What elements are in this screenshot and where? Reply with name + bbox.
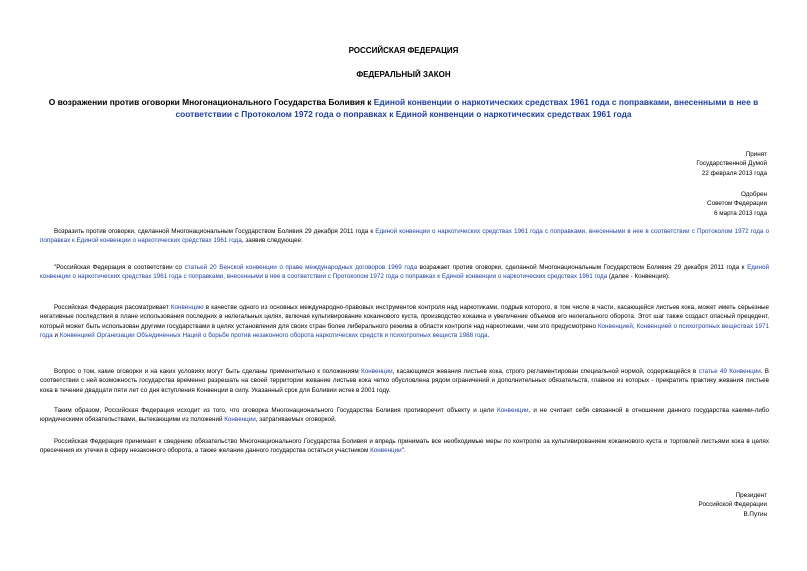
paragraph-text: Российская Федерация рассматривает <box>54 304 171 311</box>
paragraph-text: Возразить против оговорки, сделанной Многонациональным Государством Боливия 29 декабря 2011 года к <box>54 228 376 235</box>
country-heading: РОССИЙСКАЯ ФЕДЕРАЦИЯ <box>348 46 459 55</box>
paragraph-text: Вопрос о том, какие оговорки и на каких условиях могут быть сделаны применительно к положениям <box>54 368 362 375</box>
approved-line-1: Одобрен <box>740 191 767 198</box>
paragraph-text: и <box>52 331 60 339</box>
signature-name: В.Путин <box>743 510 767 518</box>
convention-link[interactable]: Конвенции <box>370 447 402 455</box>
approved-block <box>707 190 767 218</box>
law-title-text: О возражении против оговорки Многонационального Государства Боливия к <box>48 97 374 107</box>
paragraph-text: ". <box>401 447 406 455</box>
un-convention-link[interactable]: Конвенцией Организации Объединенных Наций о борьбе против незаконного оборота наркотических средств и психотропных веществ 1988 года <box>59 331 488 339</box>
approved-line-2: Советом Федерации <box>707 200 767 208</box>
paragraph-text: в качестве одного из основных международно-правовых инструментов контроля над наркотиками, подрыв которого, в том числе в части, касающейся листьев кока, может иметь серьезные негативные последствия в плане использования последних в нелегальных целях, включая культивирование кокаинового куста, производство кокаина и увеличение объемов его нелегального оборота. Этот шаг также создаст опасный прецедент, который может быть использован другими государствами в целях установления для своих стран более либерального режима в области контроля над наркотиками, чем это предусмотрено <box>40 304 769 330</box>
paragraph-text: . В соответствии с ней возможность государства временно разрешать на своей территории жевание листьев кока четко обусловлена рядом ограничений и дополнительных обязательств, главное из которых - прекратить практику жевания листьев кока в течение двадцати пяти лет со дня вступления Конвенции в силу. Указанный срок для Боливии истек в 2001 году. <box>40 368 769 394</box>
signature-country: Российской Федерации <box>698 501 767 509</box>
paragraph-1 <box>40 227 769 246</box>
approved-line-3: 6 марта 2013 года <box>714 209 767 217</box>
vienna-convention-link[interactable]: статьей 20 Венской конвенции о праве международных договоров 1969 года <box>184 264 418 271</box>
law-title <box>28 97 779 120</box>
paragraph-5 <box>40 406 769 425</box>
convention-link[interactable]: Единой конвенции о наркотических средствах 1961 года с поправками, внесенными в нее в соответствии с Протоколом 1972 года о поправках к Единой конвенции о наркотических средствах 1961 года <box>40 264 769 281</box>
convention-link[interactable]: Конвенции <box>361 368 393 375</box>
paragraph-text: "Российская Федерация в соответствии со <box>54 264 185 271</box>
paragraph-text: , затрагиваемых оговоркой. <box>255 416 337 424</box>
convention-link[interactable]: Конвенции <box>224 416 256 424</box>
adopted-block <box>696 150 767 178</box>
paragraph-3 <box>40 303 769 340</box>
paragraph-text: , <box>632 322 637 330</box>
paragraph-text: , заявив следующее: <box>241 237 303 245</box>
paragraph-text: . <box>487 331 490 339</box>
psychotropic-convention-link[interactable]: Конвенцией о психотропных веществах 1971 года <box>40 322 769 339</box>
signature-block <box>699 491 767 519</box>
paragraph-text: возражает против оговорки, сделанной Многонациональным Государством Боливия 29 декабря 2011 года к <box>417 264 748 271</box>
convention-link[interactable]: Конвенцию <box>170 304 204 311</box>
signature-title: Президент <box>735 492 767 499</box>
paragraph-text: , и не считает себя связанной в отношении данного государства какими-либо юридическими обязательствами, вытекающими из положений <box>40 407 770 424</box>
adopted-line-1: Принят <box>745 151 767 158</box>
law-title-link[interactable]: Единой конвенции о наркотических средствах 1961 года с поправками, внесенными в нее в соответствии с Протоколом 1972 года о поправках к Единой конвенции о наркотических средствах 1961 года <box>175 97 759 119</box>
paragraph-text: , касающимся жевания листьев кока, строго регламентирован специальной нормой, содержащейся в <box>392 368 699 375</box>
convention-link[interactable]: Конвенцией <box>597 322 633 330</box>
convention-link[interactable]: Единой конвенции о наркотических средствах 1961 года с поправками, внесенными в нее в соответствии с Протоколом 1972 года о поправках к Единой конвенции о наркотических средствах 1961 года <box>40 228 769 245</box>
adopted-line-3: 22 февраля 2013 года <box>701 169 767 177</box>
convention-link[interactable]: Конвенции <box>497 407 529 414</box>
paragraph-text: Российская Федерация принимает к сведению обязательство Многонационального Государства Боливия и впредь принимать все необходимые меры по контролю за культивированием кокаинового куста и торговлей листьями кока в целях пресечения их утечки в сферу незаконного оборота, а также желание данного государства остаться участником <box>40 438 769 455</box>
paragraph-4 <box>40 367 769 395</box>
paragraph-text: Таким образом, Российская Федерация исходит из того, что оговорка Многонационального Государства Боливия противоречит объекту и цели <box>54 407 498 414</box>
paragraph-text: (далее - Конвенция). <box>607 273 670 281</box>
paragraph-2 <box>40 263 769 282</box>
doc-type-heading: ФЕДЕРАЛЬНЫЙ ЗАКОН <box>356 70 451 79</box>
article-49-link[interactable]: статье 49 Конвенции <box>698 368 761 375</box>
adopted-line-2: Государственной Думой <box>696 160 767 168</box>
paragraph-6 <box>40 437 769 456</box>
